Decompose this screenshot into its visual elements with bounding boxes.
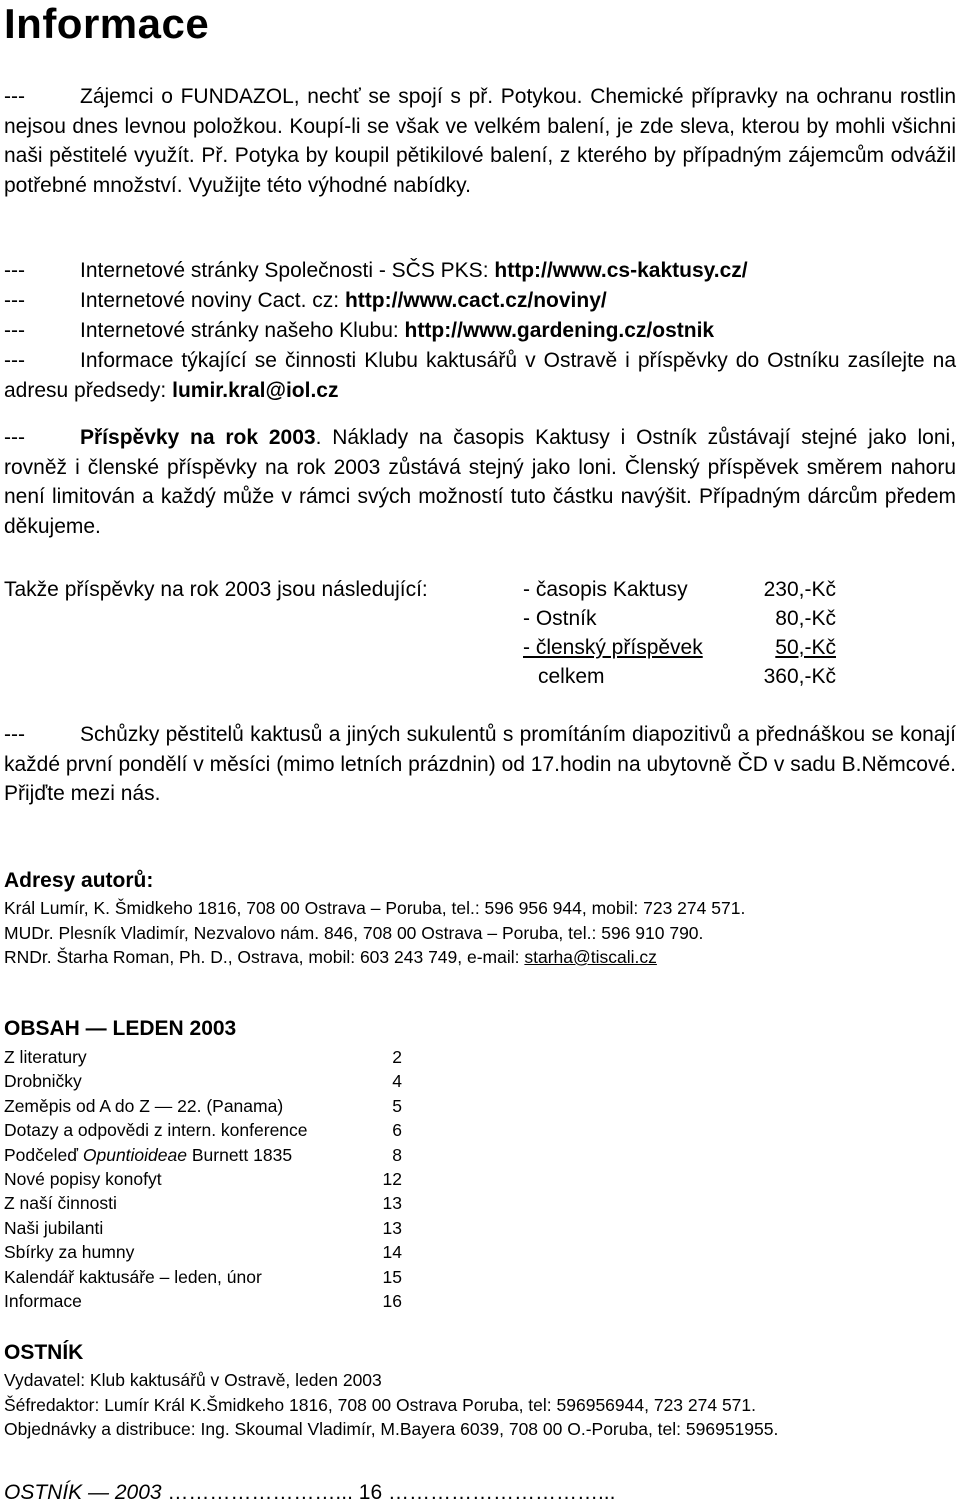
- footer-page-number: 16: [358, 1481, 383, 1504]
- toc-row: [4, 1143, 424, 1167]
- toc-title: Z naší činnosti: [4, 1193, 117, 1214]
- toc-row: [4, 1216, 424, 1240]
- toc-title-part: Podčeleď: [4, 1144, 83, 1165]
- toc-title: Drobničky: [4, 1071, 82, 1092]
- masthead-line: Objednávky a distribuce: Ing. Skoumal Vladimír, M.Bayera 6039, 708 00 O.-Poruba, tel: 596951955.: [4, 1419, 779, 1439]
- dash-marker: ---: [4, 349, 25, 372]
- fee-amount: 80,-Kč: [775, 607, 836, 630]
- toc-page: 15: [382, 1266, 402, 1287]
- paragraph-text: Zájemci o FUNDAZOL, nechť se spojí s př. Potykou. Chemické přípravky na ochranu rostlin nejsou dnes levnou položkou. Koupí-li se však ve velkém balení, je zde sleva, kterou by mohli všichni naši pěstitelé využít. Př. Potyka by koupil pětikilové balení, z kterého by případným zájemcům odvážil potřebné množství. Využijte této výhodné nabídky.: [4, 85, 956, 198]
- toc-title-part: Burnett 1835: [187, 1144, 293, 1165]
- author-line: Král Lumír, K. Šmidkeho 1816, 708 00 Ostrava – Poruba, tel.: 596 956 944, mobil: 723 274 571.: [4, 898, 746, 918]
- link-label: Internetové noviny Cact. cz:: [80, 289, 345, 312]
- dash-marker: ---: [4, 723, 25, 746]
- paragraph-text: . Náklady na časopis Kaktusy i Ostník zůstávají stejné jako loni, rovněž i členské příspěvky na rok 2003 zůstává stejný jako loni. Členský příspěvek směrem nahoru není limitován a každý může v rámci svých možností tuto částku navýšit. Případným dárcům předem děkujeme.: [4, 426, 956, 539]
- toc-row: [4, 1094, 424, 1118]
- page-footer: [4, 1480, 615, 1506]
- paragraph-text: Schůzky pěstitelů kaktusů a jiných sukulentů s promítáním diapozitivů a přednáškou se konají každé první pondělí v měsíci (mimo letních prázdnin) od 17.hodin na ubytovně ČD v sadu B.Němcové. Přijďte mezi nás.: [4, 723, 956, 806]
- toc-title: Informace: [4, 1290, 82, 1311]
- toc-title: Zeměpis od A do Z — 22. (Panama): [4, 1095, 284, 1116]
- footer-dots-right: …………………………...: [387, 1481, 616, 1504]
- link-url[interactable]: http://www.gardening.cz/ostnik: [404, 319, 715, 342]
- fee-amount: 50,-Kč: [775, 636, 836, 659]
- fee-amount: 230,-Kč: [763, 578, 836, 601]
- link-label: Internetové stránky Společnosti - SČS PKS:: [80, 259, 495, 282]
- link-row: [4, 286, 956, 316]
- toc-title: Dotazy a odpovědi z intern. konference: [4, 1120, 308, 1141]
- link-url[interactable]: http://www.cs-kaktusy.cz/: [494, 259, 748, 282]
- fee-total-amount: 360,-Kč: [763, 665, 836, 688]
- author-email-link[interactable]: starha@tiscali.cz: [524, 947, 657, 967]
- author-line: MUDr. Plesník Vladimír, Nezvalovo nám. 846, 708 00 Ostrava – Poruba, tel.: 596 910 790.: [4, 922, 704, 943]
- toc-page: 8: [392, 1144, 402, 1165]
- fees-table: [523, 575, 843, 691]
- toc-title: [4, 1145, 292, 1165]
- author-line: [4, 945, 745, 970]
- link-row: [4, 316, 956, 346]
- fee-row: [523, 604, 843, 633]
- link-url[interactable]: http://www.cact.cz/noviny/: [344, 289, 607, 312]
- table-of-contents: [4, 1045, 424, 1313]
- toc-title: Z literatury: [4, 1047, 87, 1067]
- fee-total-row: [523, 662, 843, 691]
- note-text: Informace týkající se činnosti Klubu kaktusářů v Ostravě i příspěvky do Ostníku zasílejte na adresu předsedy:: [4, 349, 956, 402]
- fee-name: - časopis Kaktusy: [523, 578, 688, 601]
- dash-marker: ---: [4, 319, 25, 342]
- fee-name: - Ostník: [523, 607, 597, 630]
- toc-title: Kalendář kaktusáře – leden, únor: [4, 1266, 262, 1287]
- author-text: RNDr. Štarha Roman, Ph. D., Ostrava, mobil: 603 243 749, e-mail:: [4, 947, 525, 967]
- authors-heading: Adresy autorů:: [4, 869, 154, 892]
- page-title: Informace: [4, 0, 210, 47]
- toc-heading: OBSAH — LEDEN 2003: [4, 1017, 237, 1040]
- toc-page: 2: [392, 1047, 402, 1067]
- toc-page: 13: [382, 1193, 402, 1214]
- fee-name: - členský příspěvek: [523, 636, 703, 659]
- contributions-note: [4, 346, 956, 406]
- toc-page: 12: [382, 1168, 402, 1189]
- dash-marker: ---: [4, 85, 25, 108]
- paragraph-fundazol: [4, 82, 956, 201]
- toc-title-italic: Opuntioideae: [82, 1144, 187, 1165]
- toc-title: Nové popisy konofyt: [4, 1168, 162, 1189]
- fees-heading: Příspěvky na rok 2003: [80, 426, 316, 449]
- fee-row: [523, 575, 843, 604]
- dash-marker: ---: [4, 259, 25, 282]
- toc-row: [4, 1191, 424, 1215]
- toc-page: 6: [392, 1120, 402, 1141]
- chair-email[interactable]: lumir.kral@iol.cz: [172, 379, 339, 402]
- toc-row: [4, 1069, 424, 1093]
- link-row: [4, 256, 956, 286]
- toc-row: [4, 1240, 424, 1264]
- toc-row: [4, 1167, 424, 1191]
- links-section: [4, 256, 956, 406]
- toc-row: [4, 1118, 424, 1142]
- toc-title: Naši jubilanti: [4, 1217, 104, 1238]
- masthead-line: Vydavatel: Klub kaktusářů v Ostravě, leden 2003: [4, 1370, 382, 1390]
- authors-list: [4, 896, 745, 970]
- toc-page: 14: [382, 1242, 402, 1263]
- masthead-line: Šéfredaktor: Lumír Král K.Šmidkeho 1816, 708 00 Ostrava Poruba, tel: 596956944, 723 274 571.: [4, 1394, 757, 1415]
- paragraph-meetings: [4, 720, 956, 809]
- fee-row: [523, 633, 843, 662]
- toc-page: 16: [382, 1290, 402, 1311]
- link-label: Internetové stránky našeho Klubu:: [80, 319, 405, 342]
- dash-marker: ---: [4, 289, 25, 312]
- toc-page: 13: [382, 1217, 402, 1238]
- masthead: [4, 1368, 778, 1442]
- toc-page: 4: [392, 1071, 402, 1092]
- footer-title: OSTNÍK — 2003: [4, 1481, 162, 1504]
- toc-title: Sbírky za humny: [4, 1242, 135, 1263]
- dash-marker: ---: [4, 426, 25, 449]
- toc-row: [4, 1265, 424, 1289]
- fees-intro: Takže příspěvky na rok 2003 jsou následující:: [4, 578, 428, 601]
- paragraph-fees-2003: [4, 423, 956, 542]
- toc-page: 5: [392, 1095, 402, 1116]
- footer-dots-left: ……………………...: [167, 1481, 353, 1504]
- toc-row: [4, 1289, 424, 1313]
- fee-total-label: celkem: [538, 665, 605, 688]
- masthead-heading: OSTNÍK: [4, 1341, 84, 1364]
- toc-row: [4, 1045, 424, 1069]
